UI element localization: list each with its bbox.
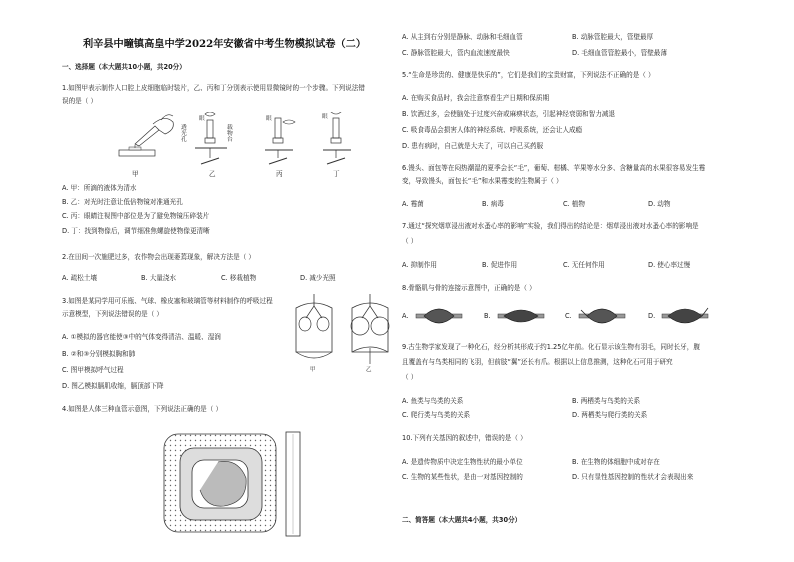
q3-stem-line1: 3.如图是某同学用可乐瓶、气球、橡皮塞和玻璃管等材料制作的呼吸过程: [62, 297, 273, 305]
q7-option-a[interactable]: A. 抑制作用: [402, 261, 437, 269]
q9-stem-line3: （ ）: [402, 373, 418, 381]
q10-option-a[interactable]: A. 是遗传物质中决定生物性状的最小单位: [402, 458, 523, 466]
q6-option-c[interactable]: C. 植物: [563, 200, 585, 208]
section-heading-choice: 一、选择题（本大题共10小题，共20分）: [62, 63, 186, 71]
q8-muscle-figure-b: [496, 304, 546, 328]
q5-option-b[interactable]: B. 饮酒过多，会使脑处于过度兴奋或麻痹状态，引起神经衰弱和智力减退: [402, 110, 616, 118]
label-wu: 物: [227, 131, 233, 137]
label-yan-1: 眼: [199, 116, 205, 122]
q3-lung-model-figure: [290, 292, 394, 378]
q7-option-c[interactable]: C. 无任何作用: [563, 261, 605, 269]
q7-stem-line1: 7.通过“探究烟草浸出液对水蚤心率的影响”实验，我们得出的结论是：烟草浸出液对水蚤心率的影响是: [402, 222, 699, 230]
label-guang: 光: [181, 131, 187, 137]
q8-muscle-figure-d: [660, 304, 710, 328]
q2-option-c[interactable]: C. 移栽植物: [221, 274, 257, 282]
q10-option-b[interactable]: B. 在生物的体细胞中成对存在: [572, 458, 660, 466]
q1-stem-line2: 误的是（ ）: [62, 97, 98, 105]
q6-stem-line2: 变，导致馒头，面包长“毛”和水果霉变的生物属于（ ）: [402, 177, 563, 185]
q8-option-a[interactable]: A.: [402, 312, 409, 320]
q1-option-b[interactable]: B. 乙：对光时注意让低倍物镜对准通光孔: [62, 198, 183, 206]
q4-option-a[interactable]: A. 从主到右分别是静脉、动脉和毛细血管: [402, 33, 523, 41]
label-ding: 丁: [333, 170, 340, 178]
q5-option-d[interactable]: D. 患有病时，自己就是大夫了，可以自己买药服: [402, 142, 544, 150]
q2-option-a[interactable]: A. 疏松土壤: [62, 274, 97, 282]
q1-option-d[interactable]: D. 丁：找到物像后，调节细准焦螺旋使物像更清晰: [62, 227, 210, 235]
q8-option-c[interactable]: C.: [565, 312, 572, 320]
q7-option-d[interactable]: D. 使心率过慢: [648, 261, 691, 269]
q3-option-b[interactable]: B. ②和③分别模拟胸和肺: [62, 350, 136, 358]
q4-stem: 4.如图是人体三种血管示意图，下列说法正确的是（ ）: [62, 405, 223, 413]
q2-option-d[interactable]: D. 减少光照: [300, 274, 336, 282]
q8-option-b[interactable]: B.: [484, 312, 491, 320]
label-zai: 载: [227, 125, 233, 131]
model-label-jia: 甲: [310, 367, 316, 373]
model-jia: [296, 294, 332, 358]
q5-option-c[interactable]: C. 吸食毒品会损害人体的神经系统、呼吸系统，还会让人成瘾: [402, 126, 583, 134]
q7-stem-line2: （ ）: [402, 237, 418, 245]
q10-option-d[interactable]: D. 只有显性基因控制的性状才会表现出来: [572, 473, 694, 481]
q9-option-a[interactable]: A. 鱼类与鸟类的关系: [402, 397, 464, 405]
q9-option-b[interactable]: B. 两栖类与鸟类的关系: [572, 397, 641, 405]
q1-microscope-figure: [115, 112, 355, 182]
q8-muscle-figure-c: [577, 304, 627, 328]
label-yan-2: 眼: [266, 116, 272, 122]
q2-option-b[interactable]: B. 大量浇水: [141, 274, 177, 282]
q5-option-a[interactable]: A. 在购买食品时，我会注意察看生产日期和保质期: [402, 94, 550, 102]
q4-blood-vessel-figure: [158, 428, 308, 538]
q8-stem: 8.骨骼肌与骨的连接示意图中，正确的是（ ）: [402, 284, 536, 292]
q9-option-d[interactable]: D. 两栖类与爬行类的关系: [572, 411, 648, 419]
q6-option-a[interactable]: A. 霉菌: [402, 200, 424, 208]
q3-stem-line2: 示意模型，下列说法错误的是（ ）: [62, 310, 164, 318]
q6-option-b[interactable]: B. 病毒: [482, 200, 504, 208]
q8-option-d[interactable]: D.: [648, 312, 656, 320]
q8-muscle-figure-a: [414, 304, 464, 328]
figure-bing: [265, 118, 295, 164]
q9-option-c[interactable]: C. 爬行类与鸟类的关系: [402, 411, 471, 419]
q3-option-a[interactable]: A. ①模拟的器官能使③中的气体变得清洁、温暖、湿润: [62, 333, 221, 341]
label-tai: 台: [227, 137, 233, 143]
label-bing: 丙: [276, 170, 283, 178]
label-tou: 透: [181, 125, 187, 131]
q9-stem-line1: 9.古生物学家发现了一种化石，经分析其形成于约1.25亿年前。化石显示该生物有羽毛，同时长牙，腹: [402, 343, 700, 351]
label-jia: 甲: [132, 170, 139, 178]
q9-stem-line2: 且覆盖有与鸟类相同的飞羽，但前肢“翼”还长有爪。根据以上信息推测，这种化石可用于研究: [402, 358, 673, 366]
q6-option-d[interactable]: D. 动物: [648, 200, 671, 208]
q7-option-b[interactable]: B. 促进作用: [482, 261, 518, 269]
label-yan-3: 眼: [322, 114, 328, 120]
q2-stem: 2.在田间一次施肥过多，农作物会出现萎蔫现象，解决方法是（ ）: [62, 253, 256, 261]
q4-option-b[interactable]: B. 动脉管腔最大，管壁最厚: [572, 33, 654, 41]
section-heading-short-answer: 二、简答题（本大题共4小题，共30分）: [402, 516, 522, 524]
q1-option-a[interactable]: A. 甲：所滴的液体为清水: [62, 184, 137, 192]
q4-option-c[interactable]: C. 静脉管腔最大，管内血流速度最快: [402, 49, 510, 57]
q1-stem-line1: 1.如图甲表示制作人口腔上皮细胞临时装片，乙、丙和丁分别表示使用显微镜时的一个步骤。下列说法错: [62, 84, 366, 92]
q3-option-d[interactable]: D. 图乙模拟膈肌收缩，膈顶部下降: [62, 382, 164, 390]
q10-option-c[interactable]: C. 生物的某些性状，是由一对基因控制的: [402, 473, 523, 481]
q10-stem: 10.下列有关基因的叙述中，错误的是（ ）: [402, 434, 527, 442]
model-yi: [351, 294, 389, 364]
figure-jia: [119, 115, 173, 156]
label-yi: 乙: [209, 170, 216, 178]
q1-option-c[interactable]: C. 丙：眼睛注视图中部位是为了避免物镜压碎装片: [62, 212, 210, 220]
page-title: 利辛县中疃镇高皇中学2022年安徽省中考生物模拟试卷（二）: [83, 38, 367, 50]
model-label-yi: 乙: [366, 367, 372, 373]
q4-option-d[interactable]: D. 毛细血管管腔最小，管壁最薄: [572, 49, 667, 57]
q6-stem-line1: 6.馒头、面包等在闷热潮湿的夏季会长“毛”，葡萄、柑橘、苹果等水分多、含糖量高的水果很容易发生霉: [402, 164, 706, 172]
q3-option-c[interactable]: C. 图甲模拟呼气过程: [62, 366, 124, 374]
label-kong: 孔: [181, 137, 187, 143]
q5-stem: 5.“生命是珍贵的、健康是快乐的”，它们是我们的宝贵财富，下列说法不正确的是（ ）: [402, 71, 655, 79]
